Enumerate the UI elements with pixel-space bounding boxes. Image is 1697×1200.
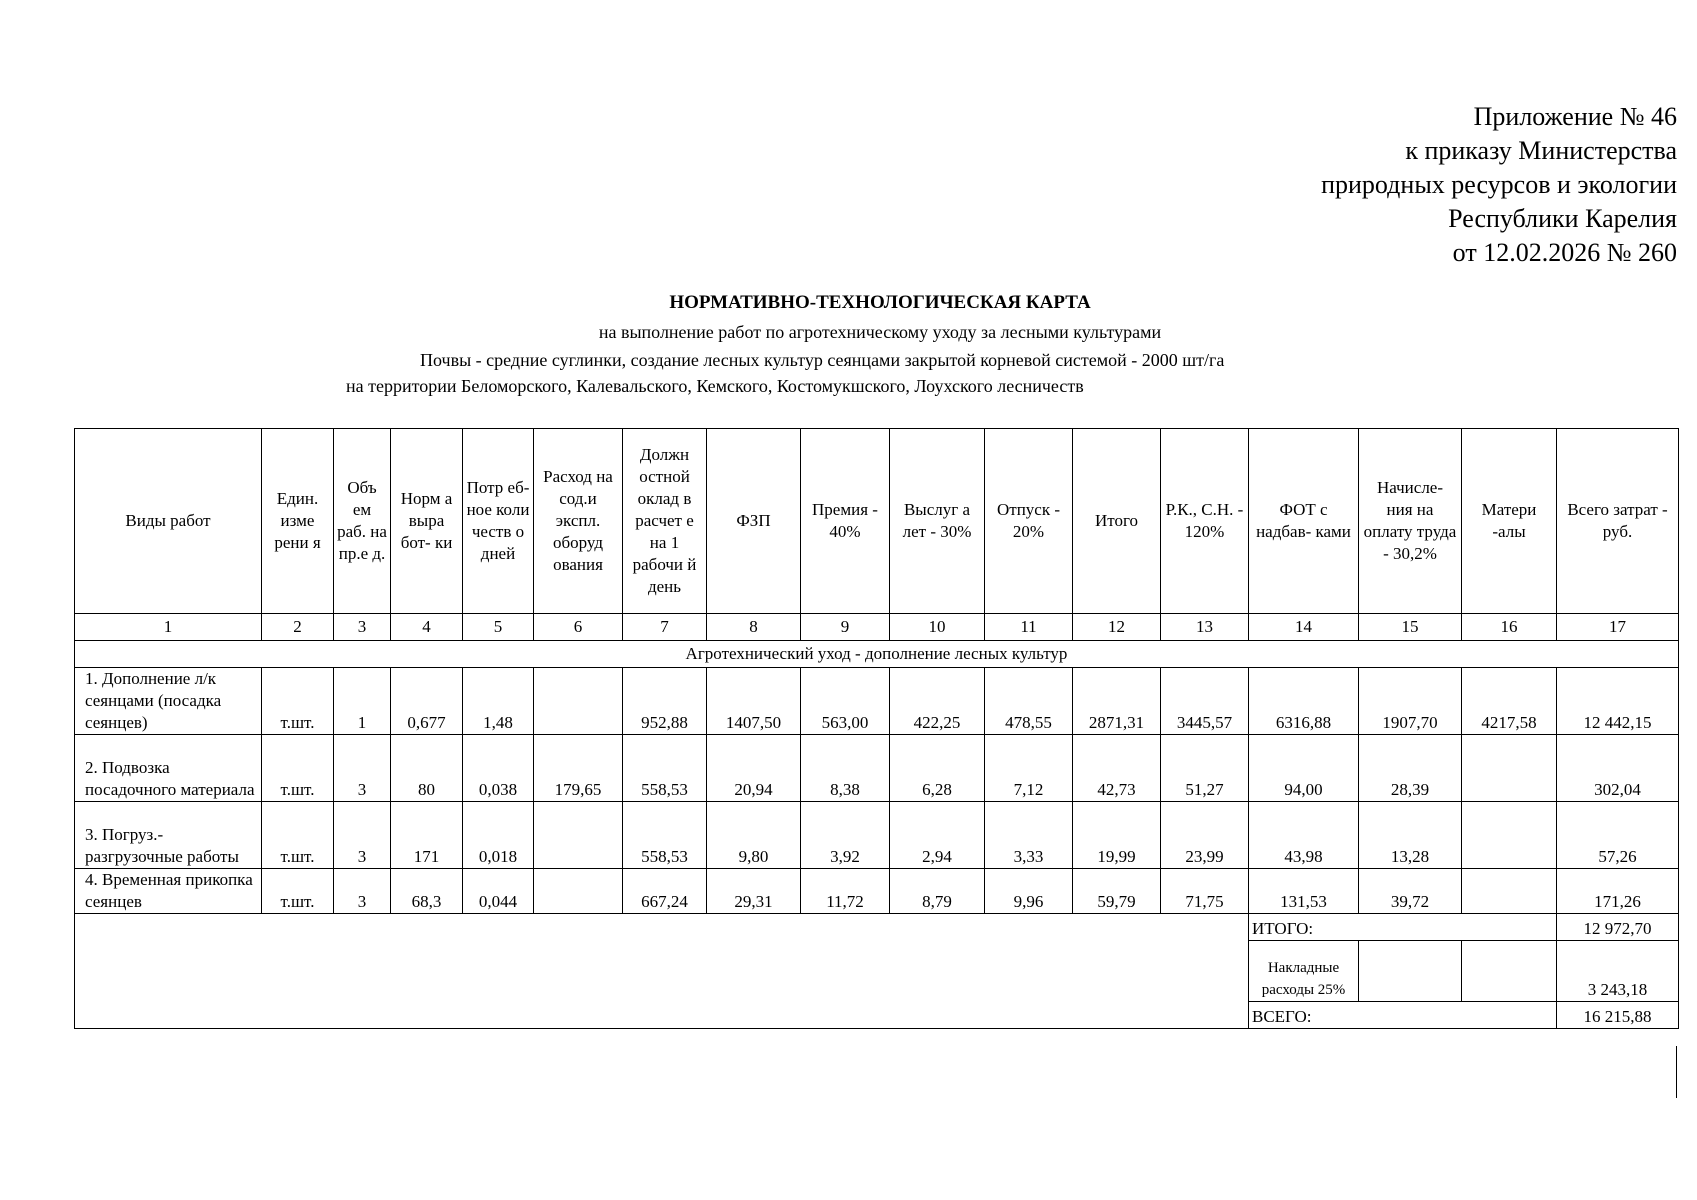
grand-total-label: ВСЕГО: [1249,1002,1557,1029]
table-cell: 19,99 [1073,802,1161,869]
table-cell: 12 442,15 [1557,668,1679,735]
header-row [75,429,1679,614]
appendix-line: к приказу Министерства [1405,136,1677,165]
table-cell: 558,53 [623,735,707,802]
column-number: 14 [1249,614,1359,641]
table-cell: 302,04 [1557,735,1679,802]
column-number: 13 [1161,614,1249,641]
document-title: НОРМАТИВНО-ТЕХНОЛОГИЧЕСКАЯ КАРТА [669,292,1091,313]
table-row [75,735,1679,802]
column-number: 17 [1557,614,1679,641]
table-cell: 3 [334,869,391,914]
document-subtitle: на выполнение работ по агротехническому уходу за лесными культурами [598,322,1162,342]
overhead-empty-cell [1359,941,1462,1002]
header-cell: ФОТ с надбав- ками [1249,429,1359,614]
total-label: ИТОГО: [1249,914,1557,941]
column-number-row [75,614,1679,641]
table-row [75,668,1679,735]
column-number: 16 [1462,614,1557,641]
overhead-empty-cell [1462,941,1557,1002]
work-type-cell: 2. Подвозка посадочного материала [75,735,262,802]
table-cell [1462,735,1557,802]
overhead-label: Накладные расходы 25% [1249,941,1359,1002]
section-title: Агротехнический уход - дополнение лесных культур [75,641,1679,668]
total-row [75,914,1679,941]
section-row [75,641,1679,668]
header-cell: Итого [1073,429,1161,614]
table-cell [534,668,623,735]
table-cell: 3 [334,735,391,802]
header-cell: Отпуск - 20% [985,429,1073,614]
table-cell: 3,33 [985,802,1073,869]
table-cell: 9,80 [707,802,801,869]
header-cell: Выслуг а лет - 30% [890,429,985,614]
soil-conditions: Почвы - средние суглинки, создание лесных культур сеянцами закрытой корневой системой - 2000 шт/га [420,350,1225,370]
table-cell: 179,65 [534,735,623,802]
table-cell: 171 [391,802,463,869]
column-number: 7 [623,614,707,641]
work-type-cell: 4. Временная прикопка сеянцев [75,869,262,914]
header-cell: Норм а выра бот- ки [391,429,463,614]
table-cell: 1907,70 [1359,668,1462,735]
table-cell: 51,27 [1161,735,1249,802]
header-cell: Матери -алы [1462,429,1557,614]
header-cell: Должн остной оклад в расчет е на 1 рабочи й день [623,429,707,614]
table-row [75,869,1679,914]
table-cell: 478,55 [985,668,1073,735]
header-cell: Потр еб- ное коли честв о дней [463,429,534,614]
header-cell: Расход на сод.и экспл. оборуд ования [534,429,623,614]
table-cell: 39,72 [1359,869,1462,914]
table-cell: 28,39 [1359,735,1462,802]
table-cell: 6316,88 [1249,668,1359,735]
table-cell: 29,31 [707,869,801,914]
table-cell: 171,26 [1557,869,1679,914]
table-cell: 71,75 [1161,869,1249,914]
table-cell [534,869,623,914]
technology-card-table [74,428,1679,1029]
grand-total-value: 16 215,88 [1557,1002,1679,1029]
summary-blank-area [75,914,1249,1029]
table-cell: 59,79 [1073,869,1161,914]
column-number: 6 [534,614,623,641]
table-cell: 23,99 [1161,802,1249,869]
header-cell: Виды работ [75,429,262,614]
table-cell: 9,96 [985,869,1073,914]
table-row [75,802,1679,869]
header-cell: Премия - 40% [801,429,890,614]
appendix-header [1321,100,1677,270]
table-cell: 0,044 [463,869,534,914]
column-number: 12 [1073,614,1161,641]
header-cell: ФЗП [707,429,801,614]
table-cell: 6,28 [890,735,985,802]
overhead-value: 3 243,18 [1557,941,1679,1002]
table-cell: 2,94 [890,802,985,869]
work-type-cell: 3. Погруз.-разгрузочные работы [75,802,262,869]
table-cell: 131,53 [1249,869,1359,914]
table-cell [534,802,623,869]
table-cell: 667,24 [623,869,707,914]
table-cell: 1 [334,668,391,735]
table-cell: 20,94 [707,735,801,802]
header-cell: Начисле- ния на оплату труда - 30,2% [1359,429,1462,614]
column-number: 1 [75,614,262,641]
table-cell: 2871,31 [1073,668,1161,735]
table-cell: 13,28 [1359,802,1462,869]
table-cell: 563,00 [801,668,890,735]
page-edge-line [1676,1046,1677,1098]
column-number: 2 [262,614,334,641]
column-number: 3 [334,614,391,641]
table-cell: 3 [334,802,391,869]
header-cell: Объ ем раб. на пр.е д. [334,429,391,614]
table-cell: 0,677 [391,668,463,735]
table-cell: 0,018 [463,802,534,869]
table-cell [1462,802,1557,869]
column-number: 15 [1359,614,1462,641]
header-cell: Всего затрат - руб. [1557,429,1679,614]
table-cell: 57,26 [1557,802,1679,869]
appendix-line: Приложение № 46 [1473,102,1677,131]
table-cell: т.шт. [262,869,334,914]
table-cell: 80 [391,735,463,802]
table-cell: 11,72 [801,869,890,914]
table-cell: 42,73 [1073,735,1161,802]
total-value: 12 972,70 [1557,914,1679,941]
table-cell [1462,869,1557,914]
header-cell: Един. изме рени я [262,429,334,614]
table-cell: 1,48 [463,668,534,735]
table-cell: 94,00 [1249,735,1359,802]
column-number: 4 [391,614,463,641]
column-number: 10 [890,614,985,641]
table-cell: т.шт. [262,802,334,869]
table-cell: 4217,58 [1462,668,1557,735]
column-number: 8 [707,614,801,641]
table-cell: 8,79 [890,869,985,914]
column-number: 9 [801,614,890,641]
table-cell: 422,25 [890,668,985,735]
column-number: 5 [463,614,534,641]
territory-line: на территории Беломорского, Калевальского, Кемского, Костомукшского, Лоухского лесничеств [346,376,1084,396]
column-number: 11 [985,614,1073,641]
appendix-line: от 12.02.2026 № 260 [1452,238,1677,267]
table-cell: 68,3 [391,869,463,914]
table-cell: 3,92 [801,802,890,869]
table-cell: 558,53 [623,802,707,869]
table-cell: 1407,50 [707,668,801,735]
table-cell: т.шт. [262,735,334,802]
header-cell: Р.К., С.Н. - 120% [1161,429,1249,614]
work-type-cell: 1. Дополнение л/к сеянцами (посадка сеянцев) [75,668,262,735]
table-cell: т.шт. [262,668,334,735]
appendix-line: природных ресурсов и экологии [1321,170,1677,199]
table-cell: 3445,57 [1161,668,1249,735]
table-cell: 43,98 [1249,802,1359,869]
table-cell: 8,38 [801,735,890,802]
table-cell: 7,12 [985,735,1073,802]
table-cell: 0,038 [463,735,534,802]
appendix-line: Республики Карелия [1448,204,1677,233]
table-cell: 952,88 [623,668,707,735]
